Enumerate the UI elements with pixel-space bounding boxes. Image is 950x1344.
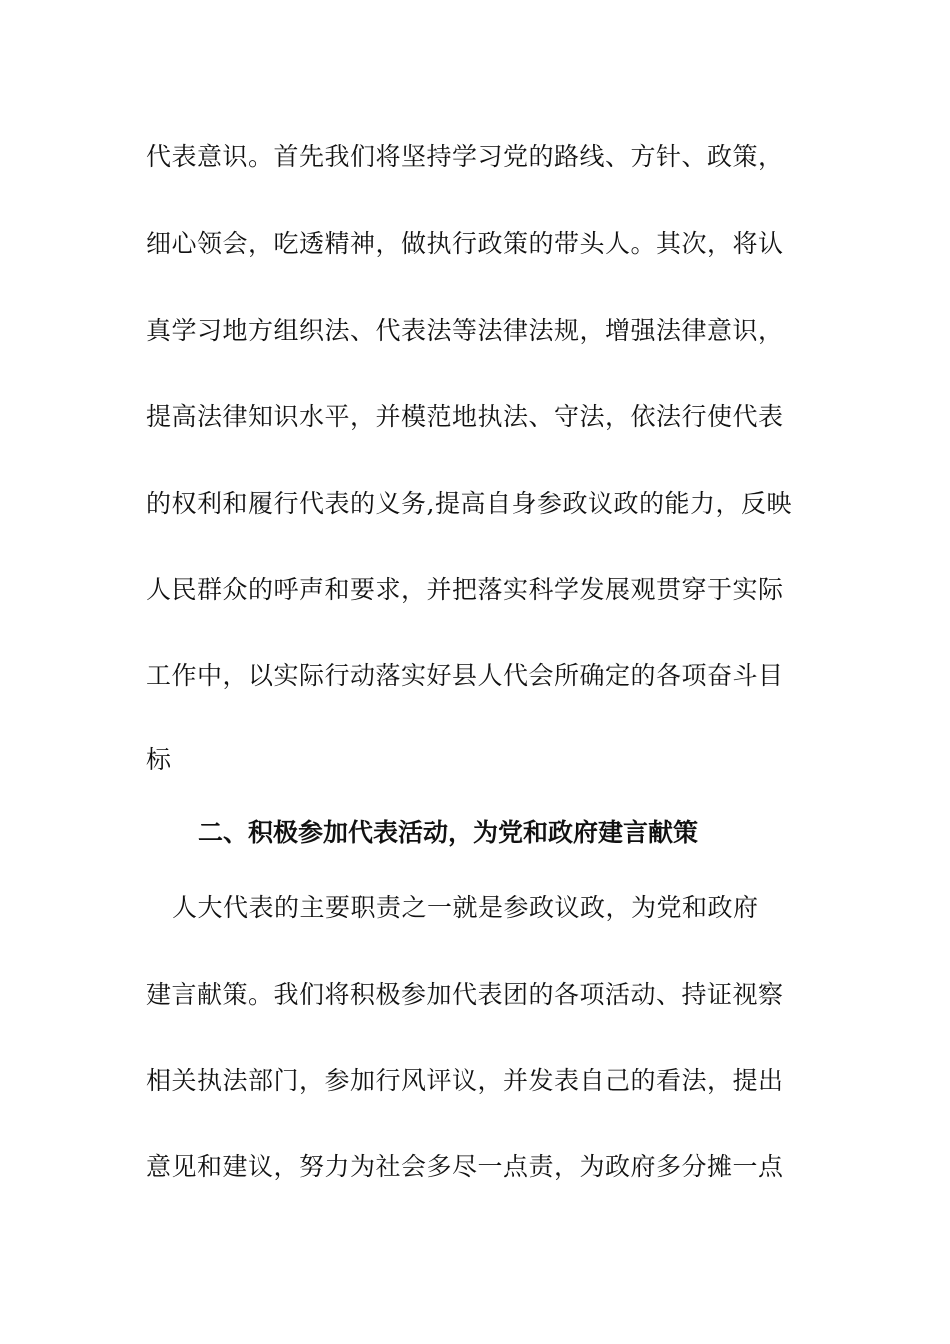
section-heading: 二、积极参加代表活动，为党和政府建言献策 — [198, 818, 699, 847]
paragraph-line: 人民群众的呼声和要求，并把落实科学发展观贯穿于实际 — [146, 575, 784, 604]
paragraph-line: 代表意识。首先我们将坚持学习党的路线、方针、政策， — [146, 142, 784, 171]
paragraph-line: 相关执法部门，参加行风评议，并发表自己的看法，提出 — [146, 1066, 784, 1095]
paragraph-line: 意见和建议，努力为社会多尽一点责，为政府多分摊一点 — [146, 1152, 784, 1181]
paragraph-line: 的权利和履行代表的义务,提高自身参政议政的能力，反映 — [146, 489, 792, 518]
paragraph-line: 建言献策。我们将积极参加代表团的各项活动、持证视察 — [146, 980, 784, 1009]
paragraph-line: 提高法律知识水平，并模范地执法、守法，依法行使代表 — [146, 402, 784, 431]
paragraph-line: 标 — [146, 745, 172, 774]
paragraph-line: 细心领会，吃透精神，做执行政策的带头人。其次，将认 — [146, 229, 784, 258]
paragraph-line: 人大代表的主要职责之一就是参政议政，为党和政府 — [172, 893, 759, 922]
paragraph-line: 真学习地方组织法、代表法等法律法规，增强法律意识， — [146, 316, 784, 345]
paragraph-line: 工作中，以实际行动落实好县人代会所确定的各项奋斗目 — [146, 661, 784, 690]
